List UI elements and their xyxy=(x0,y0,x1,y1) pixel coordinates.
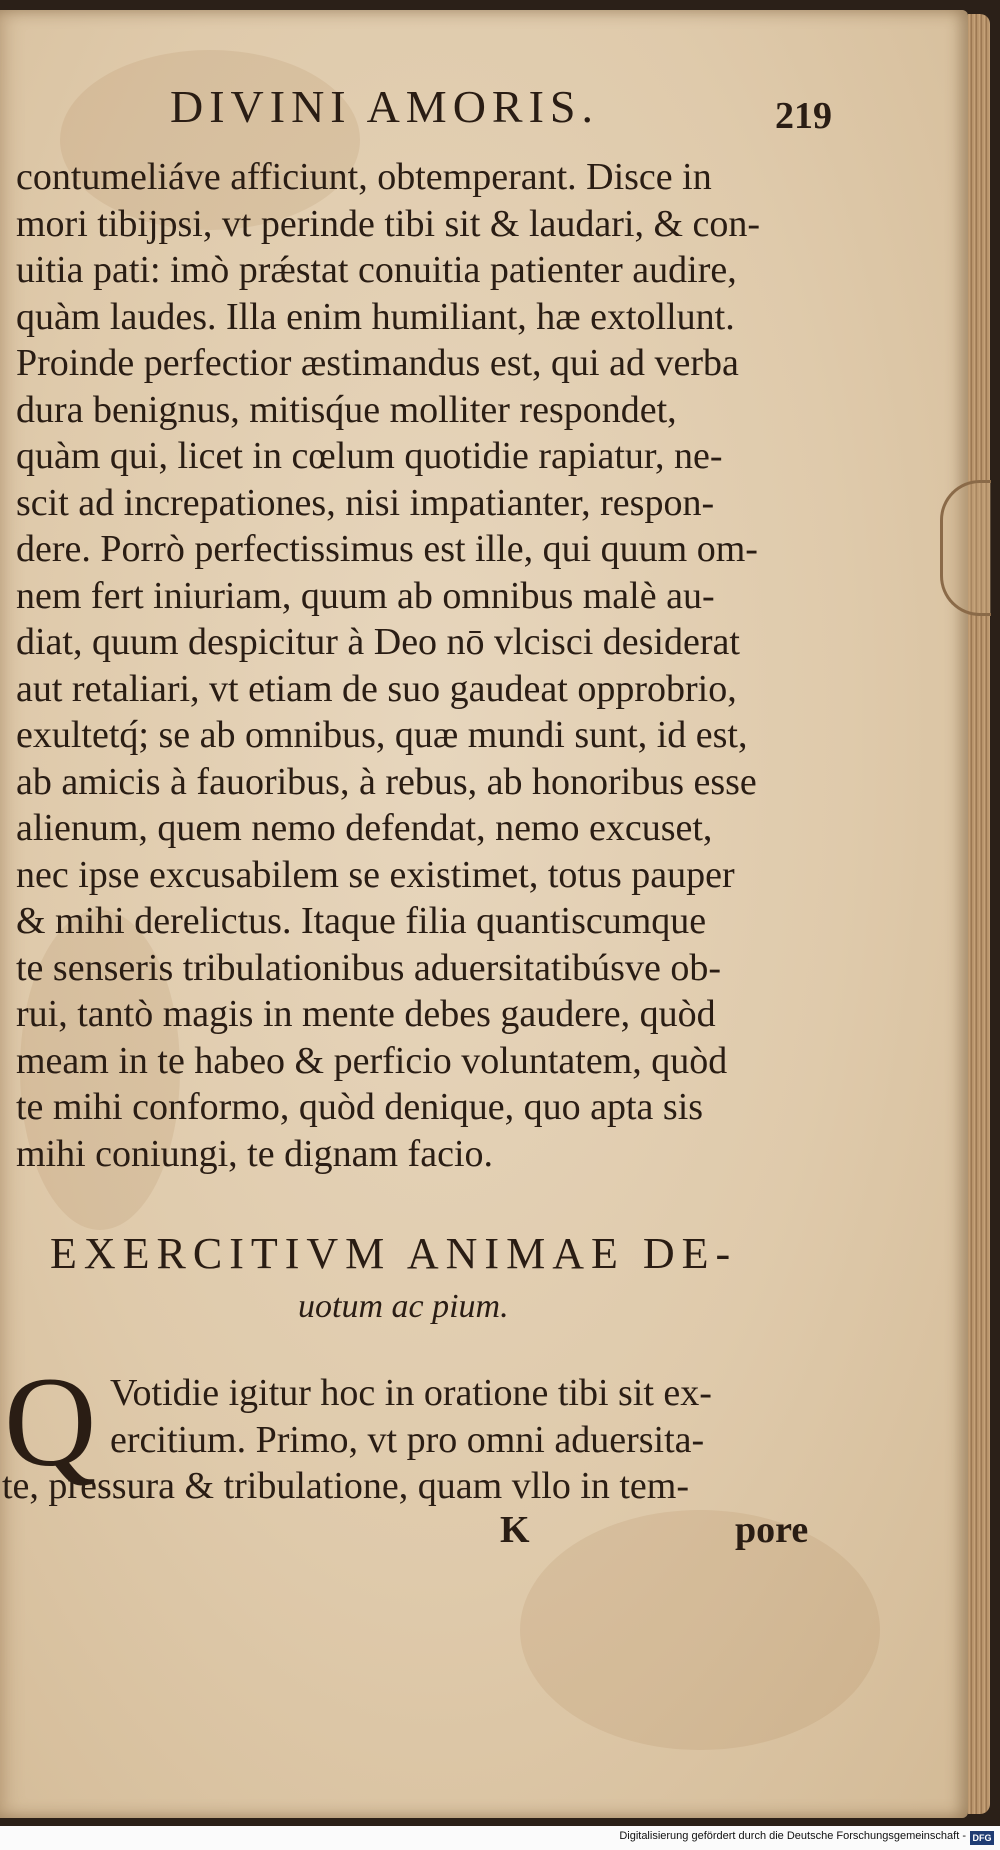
text-line: rui, tantò magis in mente debes gaudere, quòd xyxy=(16,993,716,1035)
catchword: pore xyxy=(735,1509,809,1551)
text-line: dere. Porrò perfectissimus est ille, qui quum om- xyxy=(16,528,758,570)
section-heading: EXERCITIVM ANIMAE DE- xyxy=(50,1229,738,1278)
paragraph-1 xyxy=(16,154,846,1177)
text-line: Proinde perfectior æstimandus est, qui ad verba xyxy=(16,342,739,384)
section-subheading: uotum ac pium. xyxy=(298,1288,509,1325)
text-line: te mihi conformo, quòd denique, quo apta sis xyxy=(16,1086,704,1128)
dfg-logo: DFG xyxy=(970,1831,994,1845)
page-edges xyxy=(968,14,990,1814)
running-head: DIVINI AMORIS. xyxy=(170,81,599,132)
text-line: ercitium. Primo, vt pro omni aduersita- xyxy=(110,1418,705,1461)
text-line: uitia pati: imò prǽstat conuitia patienter audire, xyxy=(16,249,737,291)
text-line: te, pressura & tribulatione, quam vllo in tem- xyxy=(2,1465,690,1507)
signature-mark: K xyxy=(500,1509,530,1551)
text-line: aut retaliari, vt etiam de suo gaudeat opprobrio, xyxy=(16,667,737,710)
text-line: ab amicis à fauoribus, à rebus, ab honoribus esse xyxy=(16,760,757,803)
text-line: nem fert iniuriam, quum ab omnibus malè au- xyxy=(16,574,715,617)
book-page xyxy=(0,10,968,1818)
text-line: mihi coniungi, te dignam facio. xyxy=(16,1132,494,1175)
text-line: diat, quum despicitur à Deo nō vlcisci desiderat xyxy=(16,621,740,663)
paragraph-2 xyxy=(2,1370,840,1510)
paper-stain xyxy=(520,1510,880,1750)
text-line: exultetq́; se ab omnibus, quæ mundi sunt, id est, xyxy=(16,714,748,756)
text-line: contumeliáve afficiunt, obtemperant. Disce in xyxy=(16,156,712,198)
drop-cap: Q xyxy=(4,1351,97,1493)
funding-credit: Digitalisierung gefördert durch die Deutsche Forschungsgemeinschaft - xyxy=(619,1830,966,1842)
text-line: mori tibijpsi, vt perinde tibi sit & laudari, & con- xyxy=(16,202,761,245)
text-line: quàm laudes. Illa enim humiliant, hæ extollunt. xyxy=(16,295,735,338)
page-number: 219 xyxy=(775,95,832,137)
text-line: quàm qui, licet in cœlum quotidie rapiatur, ne- xyxy=(16,435,723,477)
text-line: meam in te habeo & perficio voluntatem, quòd xyxy=(16,1039,728,1082)
text-line: Votidie igitur hoc in oratione tibi sit ex- xyxy=(110,1372,712,1414)
text-line: te senseris tribulationibus aduersitatibúsve ob- xyxy=(16,946,721,989)
text-line: alienum, quem nemo defendat, nemo excuset, xyxy=(16,807,713,849)
text-line: dura benignus, mitisq́ue molliter respondet, xyxy=(16,388,677,431)
text-line: scit ad increpationes, nisi impatianter, respon- xyxy=(16,481,715,524)
text-line: nec ipse excusabilem se existimet, totus pauper xyxy=(16,853,735,896)
text-line: & mihi derelictus. Itaque filia quantiscumque xyxy=(16,900,707,942)
footer-bar xyxy=(0,1826,1000,1850)
book-clasp xyxy=(940,480,991,616)
